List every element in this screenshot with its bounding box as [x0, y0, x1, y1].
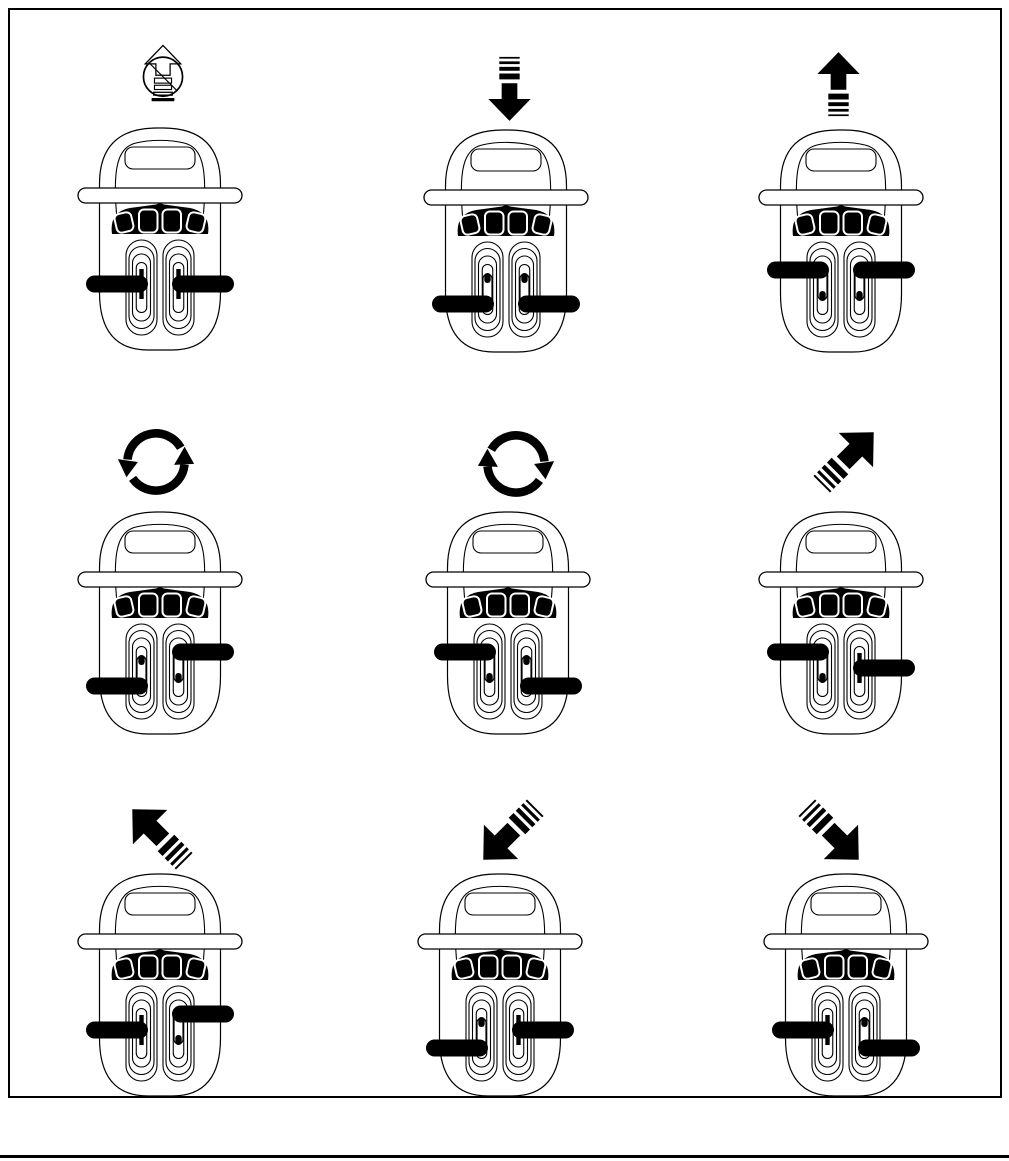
cross-bar	[78, 572, 242, 587]
machine-top-view-spin-left	[60, 506, 260, 742]
cross-bar	[764, 934, 928, 949]
forward-right-arrow-icon	[807, 419, 887, 499]
no-movement-icon	[138, 44, 188, 108]
machine-top-view-reverse	[406, 124, 606, 360]
forward-arrow-icon	[815, 52, 862, 118]
cross-bar	[424, 190, 588, 205]
machine-top-view-veer-reverse-right	[746, 868, 946, 1104]
reverse-left-arrow-icon	[470, 793, 550, 873]
reverse-arrow-icon	[486, 55, 533, 121]
machine-top-view-veer-reverse-left	[400, 868, 600, 1104]
machine-top-view-veer-forward-left	[60, 868, 260, 1104]
cross-bar	[78, 934, 242, 949]
cross-bar	[418, 934, 582, 949]
cross-bar	[426, 572, 590, 587]
machine-top-view-neutral	[60, 122, 260, 358]
reverse-right-arrow-icon	[792, 793, 872, 873]
machine-top-view-forward	[741, 124, 941, 360]
cross-bar	[78, 188, 242, 203]
machine-top-view-spin-right	[408, 506, 608, 742]
machine-top-view-veer-forward-right	[741, 506, 941, 742]
footer-rule	[0, 1155, 1009, 1158]
rotate-counterclockwise-icon	[116, 422, 196, 502]
forward-left-arrow-icon	[119, 796, 199, 876]
cross-bar	[759, 572, 923, 587]
cross-bar	[759, 190, 923, 205]
rotate-clockwise-icon	[476, 424, 556, 504]
